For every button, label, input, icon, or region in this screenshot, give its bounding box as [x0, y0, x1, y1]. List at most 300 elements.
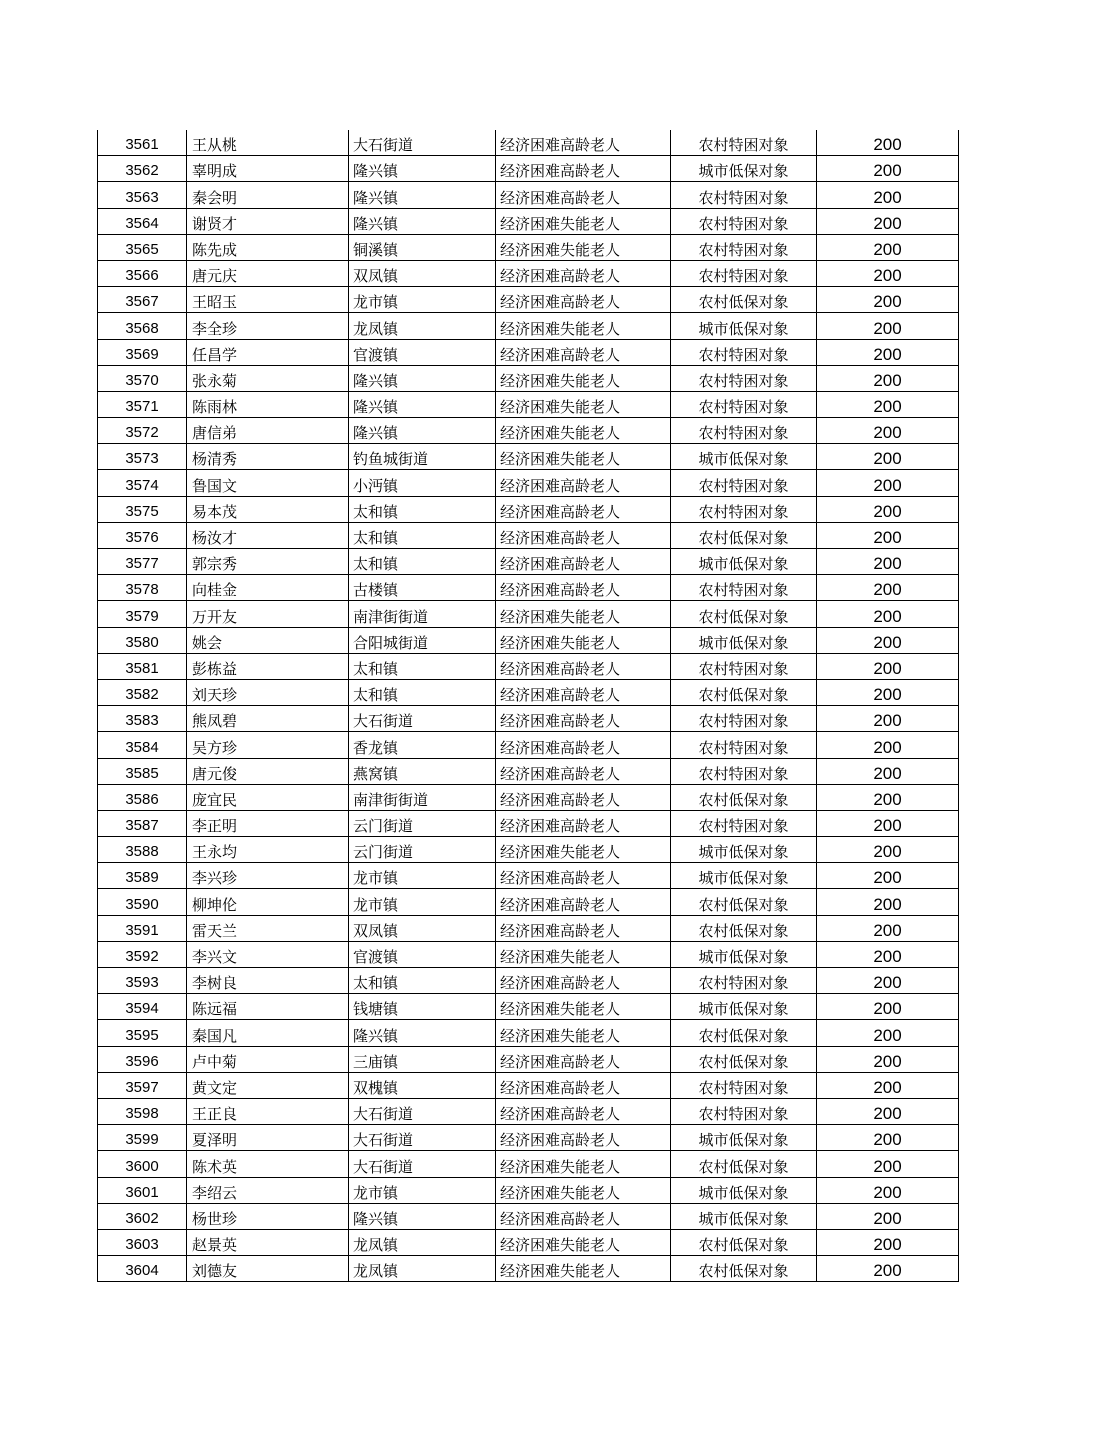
- amount-cell: 200: [817, 418, 959, 444]
- row-number-cell: 3568: [98, 313, 187, 339]
- amount-cell: 200: [817, 679, 959, 705]
- elder-type-cell: 经济困难高龄老人: [496, 758, 671, 784]
- assistance-category-cell: 农村低保对象: [671, 784, 817, 810]
- amount-cell: 200: [817, 810, 959, 836]
- row-number-cell: 3587: [98, 810, 187, 836]
- town-cell: 龙市镇: [349, 889, 496, 915]
- assistance-category-cell: 农村低保对象: [671, 287, 817, 313]
- town-cell: 龙市镇: [349, 863, 496, 889]
- amount-cell: 200: [817, 1229, 959, 1255]
- row-number-cell: 3592: [98, 941, 187, 967]
- row-number-cell: 3585: [98, 758, 187, 784]
- amount-cell: 200: [817, 182, 959, 208]
- elder-type-cell: 经济困难高龄老人: [496, 260, 671, 286]
- amount-cell: 200: [817, 549, 959, 575]
- row-number-cell: 3579: [98, 601, 187, 627]
- elder-type-cell: 经济困难失能老人: [496, 1177, 671, 1203]
- elder-type-cell: 经济困难高龄老人: [496, 156, 671, 182]
- table-row: [98, 234, 959, 260]
- name-cell: 柳坤伦: [187, 889, 349, 915]
- town-cell: 官渡镇: [349, 941, 496, 967]
- row-number-cell: 3572: [98, 418, 187, 444]
- name-cell: 李正明: [187, 810, 349, 836]
- elder-type-cell: 经济困难失能老人: [496, 208, 671, 234]
- assistance-category-cell: 农村特困对象: [671, 391, 817, 417]
- assistance-category-cell: 农村特困对象: [671, 706, 817, 732]
- assistance-category-cell: 城市低保对象: [671, 1125, 817, 1151]
- assistance-category-cell: 农村特困对象: [671, 758, 817, 784]
- row-number-cell: 3603: [98, 1229, 187, 1255]
- table-row: [98, 1046, 959, 1072]
- row-number-cell: 3575: [98, 496, 187, 522]
- amount-cell: 200: [817, 130, 959, 156]
- elder-type-cell: 经济困难高龄老人: [496, 889, 671, 915]
- table-row: [98, 339, 959, 365]
- elder-type-cell: 经济困难高龄老人: [496, 1046, 671, 1072]
- assistance-category-cell: 城市低保对象: [671, 627, 817, 653]
- elder-type-cell: 经济困难失能老人: [496, 365, 671, 391]
- town-cell: 云门街道: [349, 837, 496, 863]
- assistance-category-cell: 农村低保对象: [671, 915, 817, 941]
- table-row: [98, 706, 959, 732]
- assistance-category-cell: 城市低保对象: [671, 549, 817, 575]
- row-number-cell: 3594: [98, 994, 187, 1020]
- assistance-category-cell: 农村低保对象: [671, 1229, 817, 1255]
- elder-type-cell: 经济困难失能老人: [496, 313, 671, 339]
- amount-cell: 200: [817, 522, 959, 548]
- town-cell: 钱塘镇: [349, 994, 496, 1020]
- row-number-cell: 3604: [98, 1256, 187, 1282]
- town-cell: 隆兴镇: [349, 418, 496, 444]
- table-row: [98, 470, 959, 496]
- town-cell: 龙市镇: [349, 1177, 496, 1203]
- amount-cell: 200: [817, 941, 959, 967]
- amount-cell: 200: [817, 260, 959, 286]
- town-cell: 隆兴镇: [349, 1203, 496, 1229]
- assistance-category-cell: 城市低保对象: [671, 863, 817, 889]
- elder-type-cell: 经济困难高龄老人: [496, 182, 671, 208]
- amount-cell: 200: [817, 496, 959, 522]
- amount-cell: 200: [817, 1046, 959, 1072]
- elder-type-cell: 经济困难高龄老人: [496, 915, 671, 941]
- assistance-category-cell: 城市低保对象: [671, 313, 817, 339]
- assistance-category-cell: 城市低保对象: [671, 1203, 817, 1229]
- row-number-cell: 3589: [98, 863, 187, 889]
- row-number-cell: 3565: [98, 234, 187, 260]
- elder-type-cell: 经济困难失能老人: [496, 444, 671, 470]
- name-cell: 陈远福: [187, 994, 349, 1020]
- assistance-category-cell: 农村特困对象: [671, 732, 817, 758]
- amount-cell: 200: [817, 444, 959, 470]
- town-cell: 龙市镇: [349, 287, 496, 313]
- elder-type-cell: 经济困难高龄老人: [496, 810, 671, 836]
- assistance-category-cell: 城市低保对象: [671, 837, 817, 863]
- amount-cell: 200: [817, 706, 959, 732]
- name-cell: 王昭玉: [187, 287, 349, 313]
- assistance-category-cell: 农村低保对象: [671, 601, 817, 627]
- row-number-cell: 3602: [98, 1203, 187, 1229]
- table-row: [98, 313, 959, 339]
- town-cell: 太和镇: [349, 653, 496, 679]
- assistance-category-cell: 农村特困对象: [671, 130, 817, 156]
- town-cell: 龙凤镇: [349, 1229, 496, 1255]
- town-cell: 龙凤镇: [349, 313, 496, 339]
- row-number-cell: 3577: [98, 549, 187, 575]
- assistance-category-cell: 农村特困对象: [671, 365, 817, 391]
- row-number-cell: 3571: [98, 391, 187, 417]
- town-cell: 隆兴镇: [349, 365, 496, 391]
- table-row: [98, 260, 959, 286]
- assistance-category-cell: 农村特困对象: [671, 1072, 817, 1098]
- table-row: [98, 391, 959, 417]
- assistance-category-cell: 城市低保对象: [671, 156, 817, 182]
- elder-type-cell: 经济困难失能老人: [496, 994, 671, 1020]
- name-cell: 黄文定: [187, 1072, 349, 1098]
- name-cell: 秦会明: [187, 182, 349, 208]
- name-cell: 易本茂: [187, 496, 349, 522]
- table-row: [98, 758, 959, 784]
- row-number-cell: 3583: [98, 706, 187, 732]
- town-cell: 官渡镇: [349, 339, 496, 365]
- town-cell: 古楼镇: [349, 575, 496, 601]
- town-cell: 龙凤镇: [349, 1256, 496, 1282]
- assistance-category-cell: 农村低保对象: [671, 1151, 817, 1177]
- name-cell: 雷天兰: [187, 915, 349, 941]
- row-number-cell: 3598: [98, 1098, 187, 1124]
- amount-cell: 200: [817, 1151, 959, 1177]
- amount-cell: 200: [817, 1203, 959, 1229]
- amount-cell: 200: [817, 575, 959, 601]
- amount-cell: 200: [817, 627, 959, 653]
- table-row: [98, 915, 959, 941]
- row-number-cell: 3576: [98, 522, 187, 548]
- town-cell: 太和镇: [349, 679, 496, 705]
- row-number-cell: 3591: [98, 915, 187, 941]
- name-cell: 任昌学: [187, 339, 349, 365]
- amount-cell: 200: [817, 968, 959, 994]
- town-cell: 隆兴镇: [349, 1020, 496, 1046]
- elder-type-cell: 经济困难失能老人: [496, 1256, 671, 1282]
- table-row: [98, 601, 959, 627]
- name-cell: 李绍云: [187, 1177, 349, 1203]
- town-cell: 隆兴镇: [349, 208, 496, 234]
- row-number-cell: 3586: [98, 784, 187, 810]
- row-number-cell: 3588: [98, 837, 187, 863]
- name-cell: 赵景英: [187, 1229, 349, 1255]
- table-row: [98, 575, 959, 601]
- name-cell: 李树良: [187, 968, 349, 994]
- amount-cell: 200: [817, 365, 959, 391]
- assistance-category-cell: 城市低保对象: [671, 1177, 817, 1203]
- assistance-category-cell: 农村特困对象: [671, 496, 817, 522]
- name-cell: 唐元俊: [187, 758, 349, 784]
- assistance-category-cell: 农村特困对象: [671, 653, 817, 679]
- name-cell: 熊凤碧: [187, 706, 349, 732]
- row-number-cell: 3573: [98, 444, 187, 470]
- row-number-cell: 3597: [98, 1072, 187, 1098]
- amount-cell: 200: [817, 1020, 959, 1046]
- elder-type-cell: 经济困难失能老人: [496, 837, 671, 863]
- row-number-cell: 3578: [98, 575, 187, 601]
- amount-cell: 200: [817, 287, 959, 313]
- table-row: [98, 968, 959, 994]
- amount-cell: 200: [817, 1177, 959, 1203]
- name-cell: 陈先成: [187, 234, 349, 260]
- town-cell: 燕窝镇: [349, 758, 496, 784]
- table-row: [98, 1125, 959, 1151]
- assistance-category-cell: 农村低保对象: [671, 1046, 817, 1072]
- table-row: [98, 130, 959, 156]
- name-cell: 唐元庆: [187, 260, 349, 286]
- elder-type-cell: 经济困难失能老人: [496, 418, 671, 444]
- town-cell: 太和镇: [349, 968, 496, 994]
- town-cell: 双凤镇: [349, 915, 496, 941]
- elder-type-cell: 经济困难失能老人: [496, 601, 671, 627]
- elder-type-cell: 经济困难高龄老人: [496, 968, 671, 994]
- amount-cell: 200: [817, 863, 959, 889]
- amount-cell: 200: [817, 1256, 959, 1282]
- amount-cell: 200: [817, 732, 959, 758]
- elder-type-cell: 经济困难高龄老人: [496, 339, 671, 365]
- elder-type-cell: 经济困难高龄老人: [496, 130, 671, 156]
- table-row: [98, 1151, 959, 1177]
- table-row: [98, 1098, 959, 1124]
- town-cell: 大石街道: [349, 1151, 496, 1177]
- elder-type-cell: 经济困难高龄老人: [496, 679, 671, 705]
- elder-type-cell: 经济困难高龄老人: [496, 549, 671, 575]
- amount-cell: 200: [817, 784, 959, 810]
- amount-cell: 200: [817, 339, 959, 365]
- elder-type-cell: 经济困难高龄老人: [496, 1125, 671, 1151]
- table-body: [98, 130, 959, 1282]
- name-cell: 王从桃: [187, 130, 349, 156]
- elder-type-cell: 经济困难高龄老人: [496, 287, 671, 313]
- row-number-cell: 3584: [98, 732, 187, 758]
- row-number-cell: 3561: [98, 130, 187, 156]
- table-row: [98, 837, 959, 863]
- name-cell: 李全珍: [187, 313, 349, 339]
- town-cell: 小沔镇: [349, 470, 496, 496]
- assistance-category-cell: 农村低保对象: [671, 522, 817, 548]
- table-row: [98, 732, 959, 758]
- table-row: [98, 1229, 959, 1255]
- assistance-category-cell: 农村特困对象: [671, 575, 817, 601]
- row-number-cell: 3596: [98, 1046, 187, 1072]
- table-row: [98, 1256, 959, 1282]
- table-row: [98, 889, 959, 915]
- table-row: [98, 653, 959, 679]
- row-number-cell: 3564: [98, 208, 187, 234]
- name-cell: 万开友: [187, 601, 349, 627]
- amount-cell: 200: [817, 758, 959, 784]
- town-cell: 香龙镇: [349, 732, 496, 758]
- table-row: [98, 1177, 959, 1203]
- elder-type-cell: 经济困难高龄老人: [496, 784, 671, 810]
- elder-type-cell: 经济困难高龄老人: [496, 1203, 671, 1229]
- row-number-cell: 3593: [98, 968, 187, 994]
- row-number-cell: 3562: [98, 156, 187, 182]
- name-cell: 鲁国文: [187, 470, 349, 496]
- elder-type-cell: 经济困难失能老人: [496, 1229, 671, 1255]
- elder-type-cell: 经济困难失能老人: [496, 1151, 671, 1177]
- table-row: [98, 784, 959, 810]
- town-cell: 南津街街道: [349, 601, 496, 627]
- town-cell: 大石街道: [349, 1125, 496, 1151]
- assistance-category-cell: 农村特困对象: [671, 339, 817, 365]
- row-number-cell: 3569: [98, 339, 187, 365]
- assistance-category-cell: 城市低保对象: [671, 941, 817, 967]
- name-cell: 彭栋益: [187, 653, 349, 679]
- name-cell: 卢中菊: [187, 1046, 349, 1072]
- table-row: [98, 994, 959, 1020]
- subsidy-table: [97, 130, 959, 1282]
- table-row: [98, 287, 959, 313]
- name-cell: 唐信弟: [187, 418, 349, 444]
- name-cell: 谢贤才: [187, 208, 349, 234]
- row-number-cell: 3563: [98, 182, 187, 208]
- town-cell: 隆兴镇: [349, 182, 496, 208]
- amount-cell: 200: [817, 208, 959, 234]
- elder-type-cell: 经济困难高龄老人: [496, 470, 671, 496]
- town-cell: 太和镇: [349, 522, 496, 548]
- table-row: [98, 679, 959, 705]
- assistance-category-cell: 农村特困对象: [671, 234, 817, 260]
- row-number-cell: 3582: [98, 679, 187, 705]
- assistance-category-cell: 农村特困对象: [671, 810, 817, 836]
- elder-type-cell: 经济困难高龄老人: [496, 653, 671, 679]
- row-number-cell: 3601: [98, 1177, 187, 1203]
- name-cell: 杨世珍: [187, 1203, 349, 1229]
- name-cell: 秦国凡: [187, 1020, 349, 1046]
- table-row: [98, 941, 959, 967]
- town-cell: 双槐镇: [349, 1072, 496, 1098]
- name-cell: 李兴文: [187, 941, 349, 967]
- table-row: [98, 549, 959, 575]
- table-row: [98, 182, 959, 208]
- amount-cell: 200: [817, 653, 959, 679]
- row-number-cell: 3590: [98, 889, 187, 915]
- town-cell: 大石街道: [349, 130, 496, 156]
- town-cell: 太和镇: [349, 496, 496, 522]
- assistance-category-cell: 农村特困对象: [671, 208, 817, 234]
- table-row: [98, 365, 959, 391]
- name-cell: 向桂金: [187, 575, 349, 601]
- town-cell: 三庙镇: [349, 1046, 496, 1072]
- town-cell: 大石街道: [349, 706, 496, 732]
- town-cell: 隆兴镇: [349, 156, 496, 182]
- amount-cell: 200: [817, 915, 959, 941]
- amount-cell: 200: [817, 1072, 959, 1098]
- town-cell: 双凤镇: [349, 260, 496, 286]
- amount-cell: 200: [817, 234, 959, 260]
- amount-cell: 200: [817, 313, 959, 339]
- name-cell: 辜明成: [187, 156, 349, 182]
- row-number-cell: 3595: [98, 1020, 187, 1046]
- elder-type-cell: 经济困难高龄老人: [496, 1098, 671, 1124]
- town-cell: 云门街道: [349, 810, 496, 836]
- assistance-category-cell: 农村低保对象: [671, 1020, 817, 1046]
- row-number-cell: 3599: [98, 1125, 187, 1151]
- name-cell: 王正良: [187, 1098, 349, 1124]
- name-cell: 陈雨林: [187, 391, 349, 417]
- table-row: [98, 418, 959, 444]
- name-cell: 庞宜民: [187, 784, 349, 810]
- name-cell: 李兴珍: [187, 863, 349, 889]
- elder-type-cell: 经济困难失能老人: [496, 234, 671, 260]
- table-row: [98, 522, 959, 548]
- amount-cell: 200: [817, 1125, 959, 1151]
- table-row: [98, 208, 959, 234]
- name-cell: 陈术英: [187, 1151, 349, 1177]
- amount-cell: 200: [817, 837, 959, 863]
- elder-type-cell: 经济困难高龄老人: [496, 496, 671, 522]
- assistance-category-cell: 农村特困对象: [671, 470, 817, 496]
- name-cell: 杨清秀: [187, 444, 349, 470]
- town-cell: 隆兴镇: [349, 391, 496, 417]
- row-number-cell: 3600: [98, 1151, 187, 1177]
- name-cell: 姚会: [187, 627, 349, 653]
- assistance-category-cell: 农村特困对象: [671, 182, 817, 208]
- assistance-category-cell: 农村特困对象: [671, 260, 817, 286]
- table-row: [98, 627, 959, 653]
- row-number-cell: 3580: [98, 627, 187, 653]
- elder-type-cell: 经济困难高龄老人: [496, 1072, 671, 1098]
- name-cell: 郭宗秀: [187, 549, 349, 575]
- elder-type-cell: 经济困难失能老人: [496, 1020, 671, 1046]
- elder-type-cell: 经济困难失能老人: [496, 391, 671, 417]
- assistance-category-cell: 城市低保对象: [671, 444, 817, 470]
- amount-cell: 200: [817, 994, 959, 1020]
- amount-cell: 200: [817, 470, 959, 496]
- name-cell: 刘德友: [187, 1256, 349, 1282]
- amount-cell: 200: [817, 889, 959, 915]
- assistance-category-cell: 农村低保对象: [671, 889, 817, 915]
- table-row: [98, 496, 959, 522]
- elder-type-cell: 经济困难高龄老人: [496, 575, 671, 601]
- assistance-category-cell: 农村低保对象: [671, 679, 817, 705]
- name-cell: 刘天珍: [187, 679, 349, 705]
- assistance-category-cell: 农村低保对象: [671, 1256, 817, 1282]
- town-cell: 合阳城街道: [349, 627, 496, 653]
- table-row: [98, 444, 959, 470]
- amount-cell: 200: [817, 391, 959, 417]
- elder-type-cell: 经济困难高龄老人: [496, 863, 671, 889]
- name-cell: 吴方珍: [187, 732, 349, 758]
- town-cell: 铜溪镇: [349, 234, 496, 260]
- row-number-cell: 3574: [98, 470, 187, 496]
- assistance-category-cell: 农村特困对象: [671, 1098, 817, 1124]
- name-cell: 夏泽明: [187, 1125, 349, 1151]
- amount-cell: 200: [817, 1098, 959, 1124]
- town-cell: 太和镇: [349, 549, 496, 575]
- name-cell: 杨汝才: [187, 522, 349, 548]
- row-number-cell: 3566: [98, 260, 187, 286]
- table-row: [98, 1020, 959, 1046]
- assistance-category-cell: 农村特困对象: [671, 968, 817, 994]
- table-row: [98, 810, 959, 836]
- town-cell: 钓鱼城街道: [349, 444, 496, 470]
- table-row: [98, 863, 959, 889]
- town-cell: 大石街道: [349, 1098, 496, 1124]
- amount-cell: 200: [817, 601, 959, 627]
- table-row: [98, 156, 959, 182]
- table-row: [98, 1072, 959, 1098]
- elder-type-cell: 经济困难高龄老人: [496, 732, 671, 758]
- assistance-category-cell: 农村特困对象: [671, 418, 817, 444]
- row-number-cell: 3567: [98, 287, 187, 313]
- row-number-cell: 3581: [98, 653, 187, 679]
- elder-type-cell: 经济困难失能老人: [496, 941, 671, 967]
